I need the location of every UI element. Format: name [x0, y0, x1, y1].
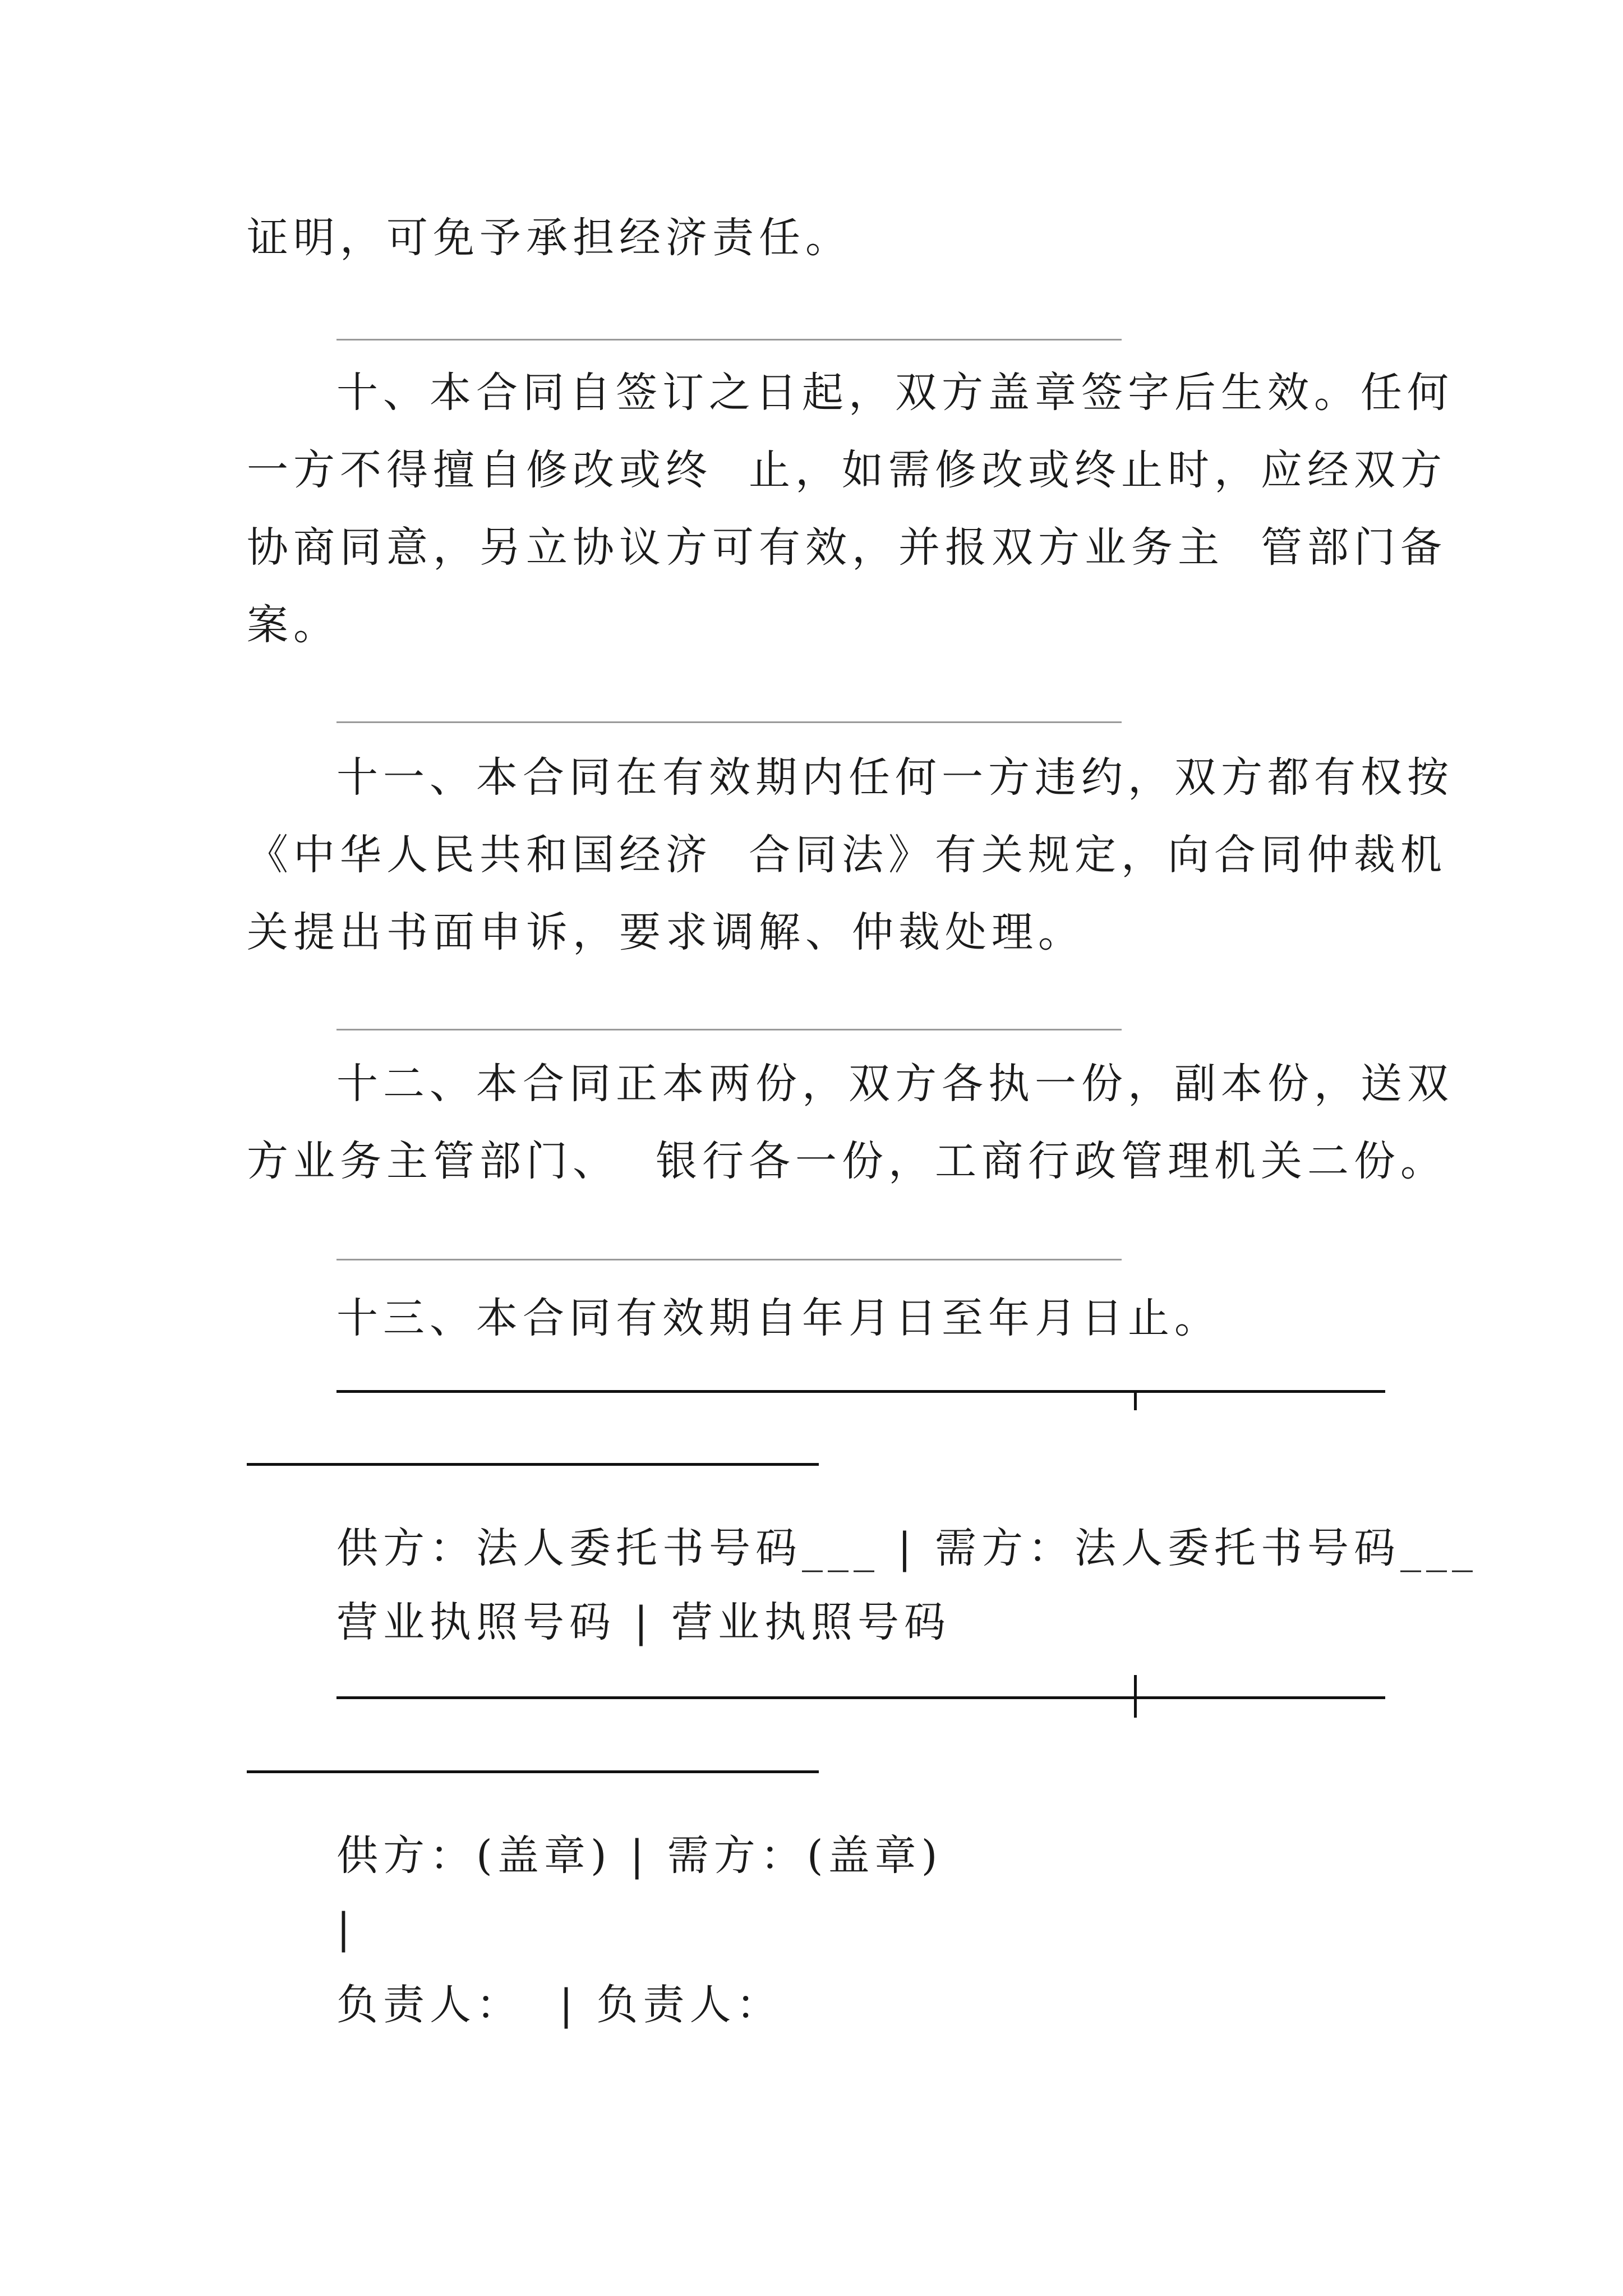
clause-11-line-2: 《中华人民共和国经济 合同法》有关规定，向合同仲裁机 [247, 831, 1447, 879]
separator-line [336, 339, 1122, 341]
sign-row-divider: | [336, 1904, 356, 1953]
table-rule [247, 1463, 819, 1466]
clause-11-line-1: 十一、本合同在有效期内任何一方违约，双方都有权按 [336, 753, 1454, 802]
sign-row-responsible-person: 负责人： | 负责人： [336, 1981, 783, 2029]
table-rule [336, 1390, 1385, 1393]
clause-12-line-1: 十二、本合同正本两份，双方各执一份，副本份，送双 [336, 1060, 1454, 1108]
table-column-divider [1134, 1675, 1137, 1718]
table-rule [336, 1696, 1385, 1699]
separator-line [336, 1259, 1122, 1260]
clause-10-line-2: 一方不得擅自修改或终 止，如需修改或终止时，应经双方 [247, 446, 1447, 494]
clause-9-continuation: 证明，可免予承担经济责任。 [247, 214, 852, 262]
clause-10-line-1: 十、本合同自签订之日起，双方盖章签字后生效。任何 [336, 369, 1454, 417]
sign-row-license-proxy: 供方：法人委托书号码___ | 需方：法人委托书号码___ [336, 1524, 1478, 1572]
separator-line [336, 721, 1122, 723]
clause-12-line-2: 方业务主管部门、 银行各一份，工商行政管理机关二份。 [247, 1137, 1447, 1185]
separator-line [336, 1029, 1122, 1030]
table-rule [247, 1770, 819, 1773]
clause-13: 十三、本合同有效期自年月日至年月日止。 [336, 1294, 1221, 1342]
clause-11-line-3: 关提出书面申诉，要求调解、仲裁处理。 [247, 908, 1085, 956]
table-column-divider [1134, 1390, 1137, 1410]
sign-row-seal: 供方：(盖章) | 需方：(盖章) [336, 1832, 943, 1880]
clause-10-line-3: 协商同意，另立协议方可有效，并报双方业务主 管部门备 [247, 523, 1447, 572]
clause-10-line-4: 案。 [247, 601, 340, 649]
sign-row-business-license: 营业执照号码 | 营业执照号码 [336, 1598, 951, 1646]
